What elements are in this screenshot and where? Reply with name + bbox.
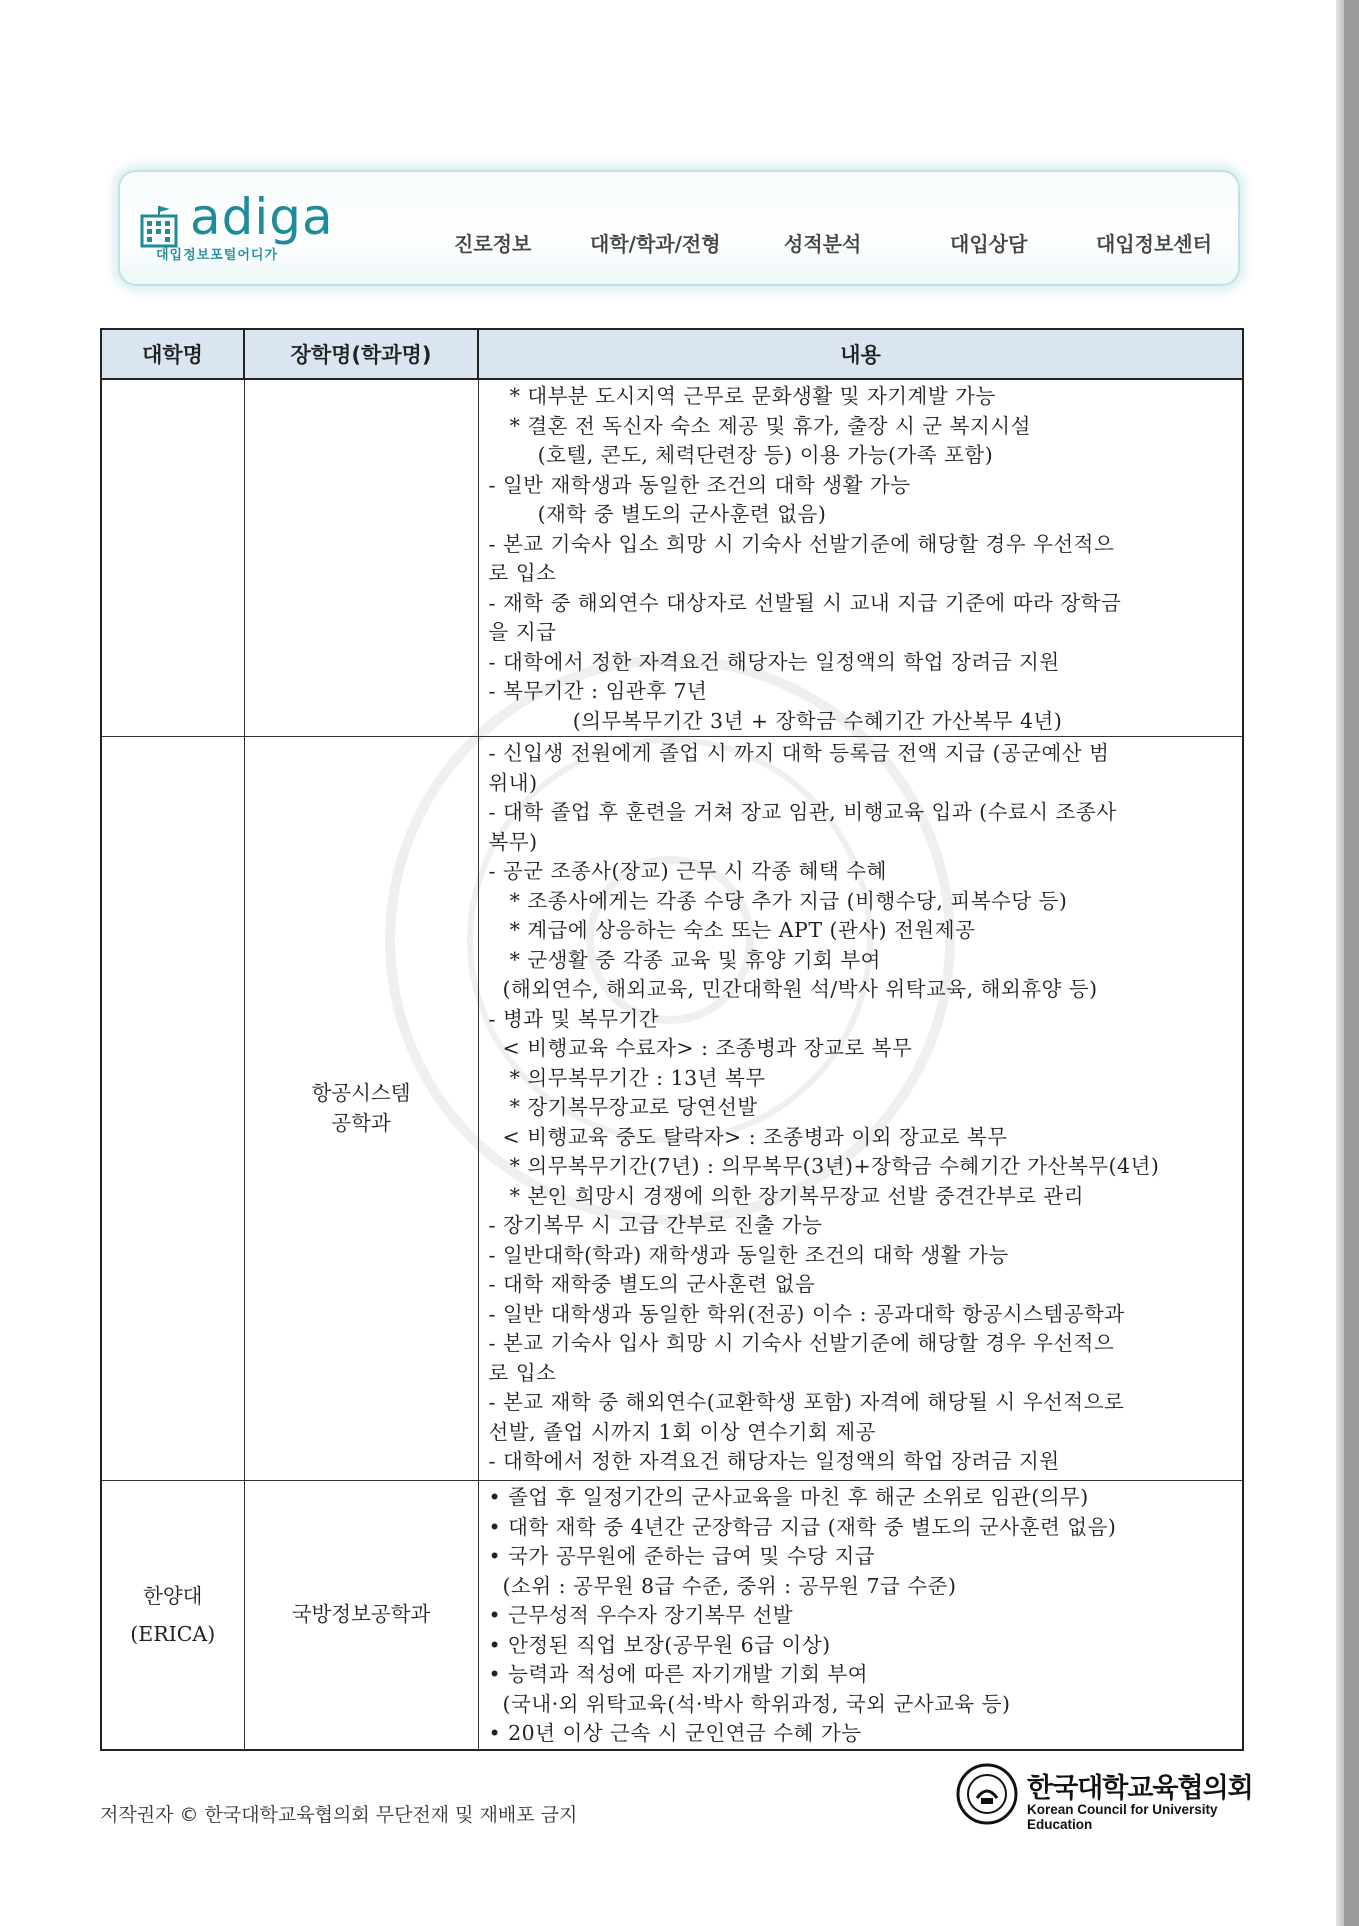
nav-admission-consult[interactable]: 대입상담 xyxy=(950,232,1028,256)
kcue-logo xyxy=(955,1762,1255,1832)
kcue-seal-icon xyxy=(955,1762,1019,1826)
table-row xyxy=(101,737,1243,1481)
adiga-logo[interactable] xyxy=(134,188,354,264)
cell-program: 국방정보공학과 xyxy=(244,1481,478,1750)
scholarship-table xyxy=(100,328,1244,1751)
nav-admission-info-center[interactable]: 대입정보센터 xyxy=(1096,232,1212,256)
kcue-name-korean: 한국대학교육협의회 xyxy=(1027,1773,1253,1804)
nav-career-info[interactable]: 진로정보 xyxy=(454,232,532,256)
header-university: 대학명 xyxy=(101,329,244,379)
cell-content: * 대부분 도시지역 근무로 문화생활 및 자기계발 가능 * 결혼 전 독신자 숙소 제공 및 휴가, 출장 시 군 복지시설 (호텔, 콘도, 체력단련장 등) 이용 가능(가족 포함) - 일반 재학생과 동일한 조건의 대학 생활 가능 (재학 중 별도의 군사훈련 없음) - 본교 기숙사 입소 희망 시 기숙사 선발기준에 해당할 경우 우선적으 로 입소 - 재학 중 해외연수 대상자로 선발될 시 교내 지급 기준에 따라 장학금 을 지급 - 대학에서 정한 자격요건 해당자는 일정액의 학업 장려금 지원 - 복무기간 : 임관후 7년 (의무복무기간 3년 + 장학금 수혜기간 가산복무 4년) xyxy=(478,379,1243,737)
header-scholarship: 장학명(학과명) xyxy=(244,329,478,379)
cell-content: - 신입생 전원에게 졸업 시 까지 대학 등록금 전액 지급 (공군예산 범 위내) - 대학 졸업 후 훈련을 거쳐 장교 임관, 비행교육 입과 (수료시 조종사 복무) - 공군 조종사(장교) 근무 시 각종 혜택 수혜 * 조종사에게는 각종 수당 추가 지급 (비행수당, 피복수당 등) * 계급에 상응하는 숙소 또는 APT (관사) 전원제공 * 군생활 중 각종 교육 및 휴양 기회 부여 (해외연수, 해외교육, 민간대학원 석/박사 위탁교육, 해외휴양 등) - 병과 및 복무기간 < 비행교육 수료자> : 조종병과 장교로 복무 * 의무복무기간 : 13년 복무 * 장기복무장교로 당연선발 < 비행교육 중도 탈락자> : 조종병과 이외 장교로 복무 * 의무복무기간(7년) : 의무복무(3년)+장학금 수혜기간 가산복무(4년) * 본인 희망시 경쟁에 의한 장기복무장교 선발 중견간부로 관리 - 장기복무 시 고급 간부로 진출 가능 - 일반대학(학과) 재학생과 동일한 조건의 대학 생활 가능 - 대학 재학중 별도의 군사훈련 없음 - 일반 대학생과 동일한 학위(전공) 이수 : 공과대학 항공시스템공학과 - 본교 기숙사 입사 희망 시 기숙사 선발기준에 해당할 경우 우선적으 로 입소 - 본교 재학 중 해외연수(교환학생 포함) 자격에 해당될 시 우선적으로 선발, 졸업 시까지 1회 이상 연수기회 제공 - 대학에서 정한 자격요건 해당자는 일정액의 학업 장려금 지원 xyxy=(478,737,1243,1481)
header-content: 내용 xyxy=(478,329,1243,379)
copyright-notice: 저작권자 © 한국대학교육협의회 무단전재 및 재배포 금지 xyxy=(100,1804,578,1826)
table-header-row xyxy=(101,329,1243,379)
nav-university-department[interactable]: 대학/학과/전형 xyxy=(590,232,721,256)
kcue-name-english: Korean Council for University Education xyxy=(1027,1802,1218,1832)
cell-program xyxy=(244,379,478,737)
cell-university xyxy=(101,737,244,1481)
cell-university: 한양대 (ERICA) xyxy=(101,1481,244,1750)
cell-content: • 졸업 후 일정기간의 군사교육을 마친 후 해군 소위로 임관(의무) • 대학 재학 중 4년간 군장학금 지급 (재학 중 별도의 군사훈련 없음) • 국가 공무원에 준하는 급여 및 수당 지급 (소위 : 공무원 8급 수준, 중위 : 공무원 7급 수준) • 근무성적 우수자 장기복무 선발 • 안정된 직업 보장(공무원 6급 이상) • 능력과 적성에 따른 자기개발 기회 부여 (국내·외 위탁교육(석·박사 학위과정, 국외 군사교육 등) • 20년 이상 근속 시 군인연금 수혜 가능 xyxy=(478,1481,1243,1750)
cell-university xyxy=(101,379,244,737)
logo-subtitle: 대입정보포털어디가 xyxy=(156,248,279,263)
logo-text: adiga xyxy=(190,188,334,246)
cell-program: 항공시스템 공학과 xyxy=(244,737,478,1481)
site-header-banner xyxy=(118,170,1240,286)
page-edge-shadow xyxy=(1336,0,1344,1926)
table-row xyxy=(101,379,1243,737)
nav-score-analysis[interactable]: 성적분석 xyxy=(784,232,862,256)
table-row xyxy=(101,1481,1243,1750)
